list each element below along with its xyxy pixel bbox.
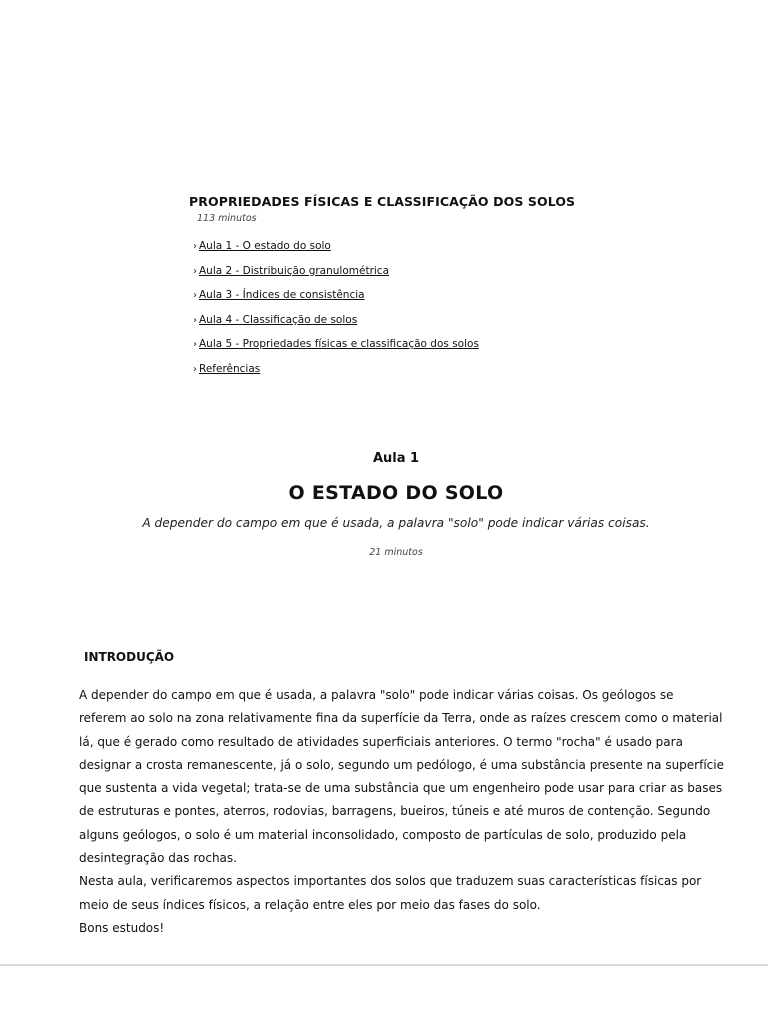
- toc-link-aula-5[interactable]: Aula 5 - Propriedades físicas e classificação dos solos: [199, 338, 479, 351]
- toc-link-aula-3[interactable]: Aula 3 - Índices de consistência: [199, 289, 365, 302]
- toc-item-aula-5: [193, 338, 479, 363]
- intro-paragraph-1: A depender do campo em que é usada, a palavra "solo" pode indicar várias coisas. Os geólogos se referem ao solo na zona relativamente fina da superfície da Terra, onde as raízes crescem como o material lá, que é gerado como resultado de atividades superficiais anteriores. O termo "rocha" é usado para designar a crosta remanescente, já o solo, segundo um pedólogo, é uma substância presente na superfície que sustenta a vida vegetal; trata-se de uma substância que um engenheiro pode usar para criar as bases de estruturas e pontes, aterros, rodovias, barragens, bueiros, túneis e até muros de contenção. Segundo alguns geólogos, o solo é um material inconsolidado, composto de partículas de solo, produzido pela desintegração das rochas.: [79, 688, 724, 866]
- toc-item-aula-4: [193, 314, 479, 339]
- chevron-right-icon: ›: [193, 314, 197, 326]
- lesson-subtitle: A depender do campo em que é usada, a palavra "solo" pode indicar várias coisas.: [142, 516, 650, 530]
- intro-paragraph-3: Bons estudos!: [79, 920, 165, 935]
- lesson-title: O ESTADO DO SOLO: [288, 482, 504, 504]
- intro-paragraph-2: Nesta aula, verificaremos aspectos importantes dos solos que traduzem suas características físicas por meio de seus índices físicos, a relação entre eles por meio das fases do solo.: [79, 874, 702, 912]
- toc-item-referencias: [193, 363, 479, 388]
- course-title: PROPRIEDADES FÍSICAS E CLASSIFICAÇÃO DOS SOLOS: [189, 194, 576, 209]
- chevron-right-icon: ›: [193, 290, 197, 302]
- chevron-right-icon: ›: [193, 241, 197, 252]
- page-divider: [0, 964, 768, 966]
- toc-link-aula-1[interactable]: Aula 1 - O estado do solo: [199, 240, 331, 252]
- course-duration: 113 minutos: [197, 213, 257, 224]
- intro-body: [79, 684, 724, 940]
- toc-item-aula-2: [193, 265, 479, 290]
- toc-link-aula-2[interactable]: Aula 2 - Distribuição granulométrica: [199, 264, 390, 277]
- toc-link-aula-4[interactable]: Aula 4 - Classificação de solos: [199, 313, 358, 326]
- lesson-label: Aula 1: [372, 451, 420, 466]
- chevron-right-icon: ›: [193, 339, 197, 351]
- intro-heading: INTRODUÇÃO: [84, 650, 175, 664]
- toc-link-referencias[interactable]: Referências: [199, 362, 261, 375]
- lesson-duration: 21 minutos: [369, 547, 423, 558]
- table-of-contents: [193, 240, 479, 388]
- toc-item-aula-3: [193, 289, 479, 314]
- toc-item-aula-1: [193, 240, 479, 265]
- chevron-right-icon: ›: [193, 265, 197, 277]
- chevron-right-icon: ›: [193, 363, 197, 375]
